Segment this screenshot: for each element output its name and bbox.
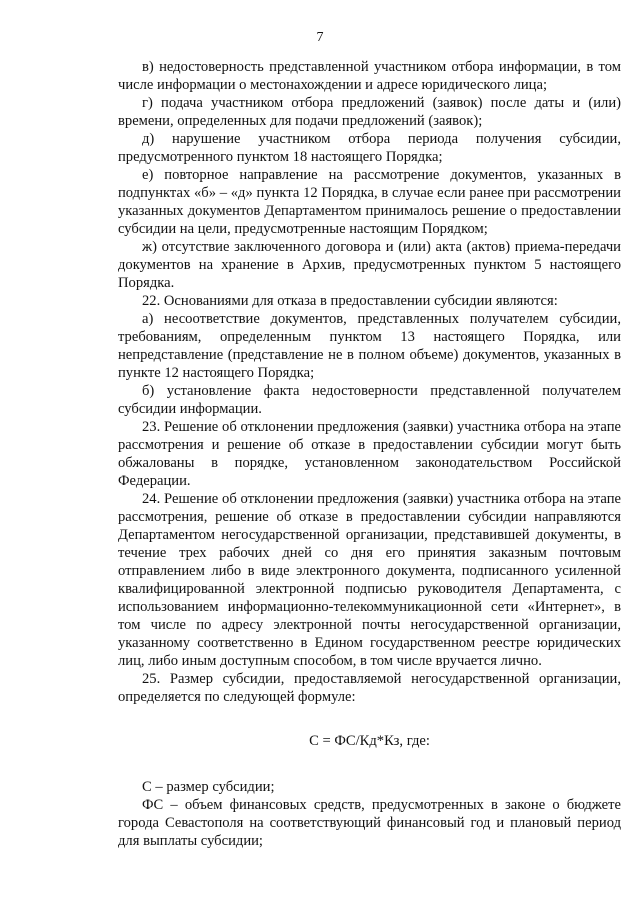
paragraph-22-a: а) несоответствие документов, представленных получателем субсидии, требованиям, определенным пунктом 13 настоящего Порядка, или непредставление (представление не в полном объеме) документов, указанных в пункте 12 настоящего Порядка; xyxy=(118,311,621,381)
paragraph-25: 25. Размер субсидии, предоставляемой негосударственной организации, определяется по следующей формуле: xyxy=(118,671,621,705)
paragraph-e: е) повторное направление на рассмотрение документов, указанных в подпунктах «б» – «д» пункта 12 Порядка, в случае если ранее при рассмотрении указанных документов Департаментом принималось решение о предоставлении субсидии на цели, предусмотренные настоящим Порядком; xyxy=(118,167,621,237)
paragraph-23: 23. Решение об отклонении предложения (заявки) участника отбора на этапе рассмотрения и решение об отказе в предоставлении субсидии могут быть обжалованы в порядке, установленном законодательством Российской Федерации. xyxy=(118,419,621,489)
paragraph-24: 24. Решение об отклонении предложения (заявки) участника отбора на этапе рассмотрения, решение об отказе в предоставлении субсидии направляются Департаментом негосударственной организации, представившей документы, в течение трех рабочих дней со дня его принятия заказным почтовым отправлением либо в виде электронного документа, подписанного усиленной квалифицированной электронной подписью руководителя Департамента, с использованием информационно-телекоммуникационной сети «Интернет», в том числе по адресу электронной почты негосударственной организации, указанному соответственно в Едином государственном реестре юридических лиц, либо иным доступным способом, в том числе вручается лично. xyxy=(118,491,621,669)
paragraph-22-b: б) установление факта недостоверности представленной получателем субсидии информации. xyxy=(118,383,621,417)
paragraph-g: г) подача участником отбора предложений (заявок) после даты и (или) времени, определенных для подачи предложений (заявок); xyxy=(118,95,621,129)
definition-fs: ФС – объем финансовых средств, предусмотренных в законе о бюджете города Севастополя на соответствующий финансовый год и плановый период для выплаты субсидии; xyxy=(118,797,621,849)
paragraph-22: 22. Основаниями для отказа в предоставлении субсидии являются: xyxy=(142,293,558,309)
definition-c: С – размер субсидии; xyxy=(142,779,275,795)
paragraph-zh: ж) отсутствие заключенного договора и (или) акта (актов) приема-передачи документов на хранение в Архив, предусмотренных пунктом 5 настоящего Порядка. xyxy=(118,239,621,291)
paragraph-d: д) нарушение участником отбора периода получения субсидии, предусмотренного пунктом 18 настоящего Порядка; xyxy=(118,131,621,165)
paragraph-v: в) недостоверность представленной участником отбора информации, в том числе информации о местонахождении и адресе юридического лица; xyxy=(118,59,621,93)
subsidy-formula: С = ФС/Кд*Кз, где: xyxy=(309,733,430,749)
document-body xyxy=(118,58,621,850)
page-number: 7 xyxy=(316,30,324,45)
